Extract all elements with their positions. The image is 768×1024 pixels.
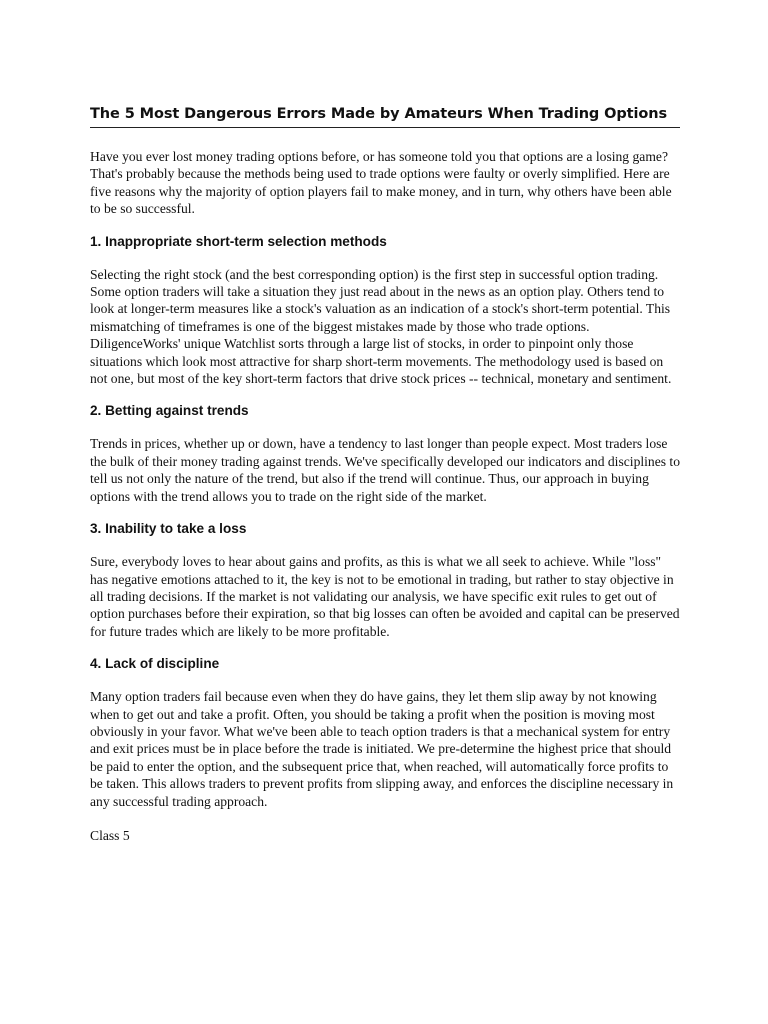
page-footer: Class 5 — [90, 827, 130, 843]
section-4 — [90, 655, 680, 810]
section-body: Selecting the right stock (and the best corresponding option) is the first step in successful option trading. Some option traders will take a situation they just read about in the news as an option play. Others tend to look at longer-term measures like a stock's valuation as an indication of a stock's short-term potential. This mismatching of timeframes is one of the biggest mistakes made by those who trade options. DiligenceWorks' unique Watchlist sorts through a large list of stocks, in order to pinpoint only those situations which look most attractive for sharp short-term movements. The methodology used is based on not one, but most of the key short-term factors that drive stock prices -- technical, monetary and sentiment. — [90, 266, 672, 387]
section-body: Sure, everybody loves to hear about gains and profits, as this is what we all seek to achieve. While "loss" has negative emotions attached to it, the key is not to be emotional in trading, but rather to stay objective in all trading decisions. If the market is not validating our analysis, we have specific exit rules to get out of option purchases before their expiration, so that big losses can often be avoided and capital can be preserved for future trades which are likely to be more profitable. — [90, 554, 680, 639]
section-body: Trends in prices, whether up or down, have a tendency to last longer than people expect. Most traders lose the bulk of their money trading against trends. We've specifically developed our indicators and disciplines to tell us not only the nature of the trend, but also if the trend will continue. Thus, our approach in buying options with the trend allows you to trade on the right side of the market. — [90, 436, 681, 504]
section-body: Many option traders fail because even when they do have gains, they let them slip away by not knowing when to get out and take a profit. Often, you should be taking a profit when the position is moving most obviously in your favor. What we've been able to teach option traders is that a mechanical system for entry and exit prices must be in place before the trade is initiated. We pre-determine the highest price that should be paid to enter the option, and the subsequent price that, when reached, will automatically force profits to be taken. This allows traders to prevent profits from slipping away, and enforces the discipline necessary in any successful trading approach. — [90, 689, 674, 809]
section-2 — [90, 402, 680, 505]
document-title: The 5 Most Dangerous Errors Made by Amateurs When Trading Options — [90, 104, 680, 128]
section-3 — [90, 520, 680, 640]
section-heading: 2. Betting against trends — [90, 403, 249, 419]
section-heading: 3. Inability to take a loss — [90, 521, 247, 537]
section-heading: 4. Lack of discipline — [90, 656, 220, 672]
section-1 — [90, 233, 680, 388]
intro-paragraph: Have you ever lost money trading options before, or has someone told you that options are a losing game? That's probably because the methods being used to trade options were faulty or overly simplified. Here are five reasons why the majority of option players fail to make money, and in turn, why others have been able to be so successful. — [90, 149, 672, 217]
document-page — [90, 104, 680, 844]
section-heading: 1. Inappropriate short-term selection methods — [90, 233, 387, 249]
